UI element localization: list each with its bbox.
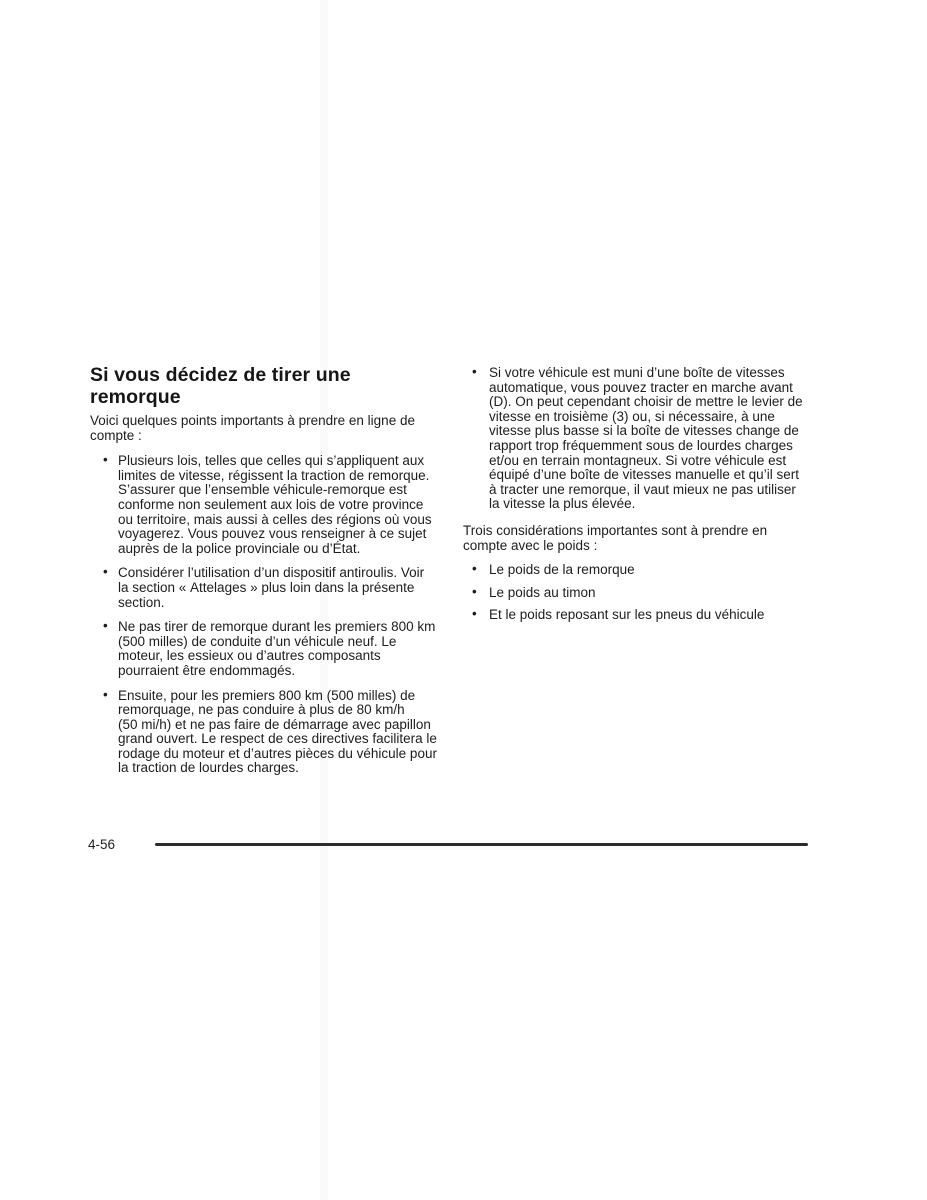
page-number: 4-56 <box>88 837 116 852</box>
weight-intro-paragraph: Trois considérations importantes sont à prendre en compte avec le poids : <box>463 522 768 553</box>
list-item: • Considérer l’utilisation d’un dispositif antiroulis. Voir la section « Attelages » plus loin dans la présente section. <box>90 566 437 610</box>
list-item: • Ne pas tirer de remorque durant les premiers 800 km (500 milles) de conduite d’un véhicule neuf. Le moteur, les essieux ou d’autres composants pourraient être endommagés. <box>90 620 437 678</box>
list-item: • Si votre véhicule est muni d’une boîte de vitesses automatique, vous pouvez tracter en marche avant (D). On peut cependant choisir de mettre le levier de vitesse en troisième (3) ou, si nécessaire, à une vitesse plus basse si la boîte de vitesses change de rapport trop fréquemment sous de lourdes charges et/ou en terrain montagneux. Si votre véhicule est équipé d’une boîte de vitesses manuelle et qu’il sert à tracter une remorque, il vaut mieux ne pas utiliser la vitesse la plus élevée. <box>463 366 808 512</box>
list-item: • Et le poids reposant sur les pneus du véhicule <box>463 608 808 623</box>
weight-list <box>463 563 808 623</box>
considerations-list-continued <box>463 366 808 512</box>
right-column <box>463 366 808 631</box>
left-column <box>90 364 437 786</box>
considerations-list <box>90 454 437 776</box>
list-item: • Le poids de la remorque <box>463 563 808 578</box>
footer-rule <box>155 843 808 846</box>
intro-paragraph: Voici quelques points importants à prendre en ligne de compte : <box>90 413 415 443</box>
list-item: • Ensuite, pour les premiers 800 km (500 milles) de remorquage, ne pas conduire à plus de 80 km/h (50 mi/h) et ne pas faire de démarrage avec papillon grand ouvert. Le respect de ces directives facilitera le rodage du moteur et d’autres pièces du véhicule pour la traction de lourdes charges. <box>90 689 437 777</box>
list-item: • Le poids au timon <box>463 586 808 601</box>
section-title: Si vous décidez de tirer une remorque <box>90 364 351 408</box>
list-item: • Plusieurs lois, telles que celles qui s’appliquent aux limites de vitesse, régissent la traction de remorque. S’assurer que l’ensemble véhicule-remorque est conforme non seulement aux lois de votre province ou territoire, mais aussi à celles des régions où vous voyagerez. Vous pouvez vous renseigner à ce sujet auprès de la police provinciale ou d’État. <box>90 454 437 556</box>
